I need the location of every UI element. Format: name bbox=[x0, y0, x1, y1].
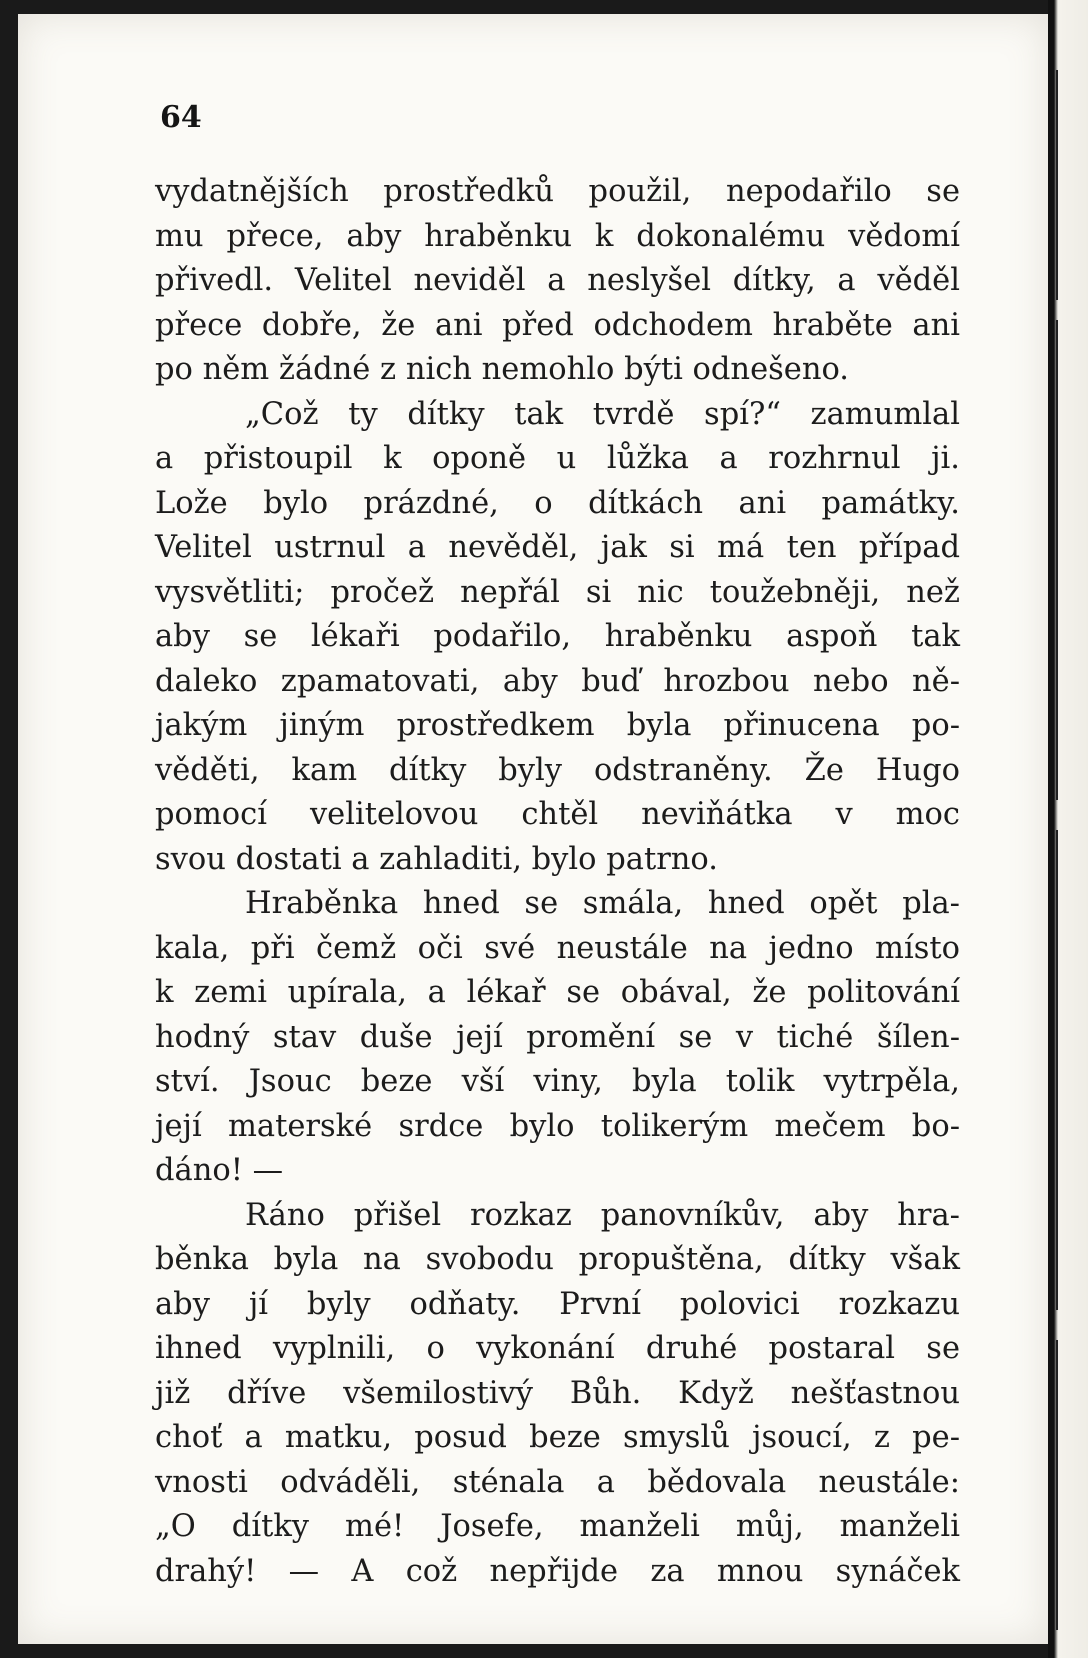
text-line: vydatnějších prostředků použil, nepodařilo se bbox=[155, 174, 960, 209]
text-line: svou dostati a zahladiti, bylo patrno. bbox=[155, 841, 718, 877]
text-line: její materské srdce bylo tolikerým mečem bo- bbox=[155, 1108, 960, 1144]
adjacent-page-edge bbox=[1048, 0, 1088, 1658]
text-line: drahý! — A což nepřijde za mnou synáček bbox=[155, 1553, 960, 1589]
text-line: již dříve všemilostivý Bůh. Když nešťastnou bbox=[155, 1375, 960, 1411]
text-line: k zemi upírala, a lékař se obával, že politování bbox=[155, 975, 960, 1010]
text-line: a přistoupil k oponě u lůžka a rozhrnul ji. bbox=[155, 441, 960, 476]
text-line: běnka byla na svobodu propuštěna, dítky však bbox=[155, 1242, 960, 1277]
text-line: kala, při čemž oči své neustále na jedno místo bbox=[155, 930, 960, 966]
page-edge-line bbox=[1056, 320, 1058, 800]
text-line: ihned vyplnili, o vykonání druhé postaral se bbox=[155, 1331, 960, 1366]
text-line: vysvětliti; pročež nepřál si nic toužebněji, než bbox=[155, 574, 960, 610]
text-line: aby jí byly odňaty. První polovici rozkazu bbox=[155, 1286, 960, 1322]
page-number: 64 bbox=[160, 100, 202, 135]
text-line: pomocí velitelovou chtěl neviňátka v moc bbox=[155, 797, 960, 832]
text-line: přece dobře, že ani před odchodem hraběte ani bbox=[155, 307, 960, 343]
text-line: aby se lékaři podařilo, hraběnku aspoň tak bbox=[155, 619, 960, 654]
text-line: daleko zpamatovati, aby buď hrozbou nebo ně- bbox=[155, 663, 960, 699]
body-text bbox=[155, 170, 960, 1594]
text-line: dáno! — bbox=[155, 1153, 284, 1188]
text-line: hodný stav duše její promění se v tiché šílen- bbox=[155, 1019, 960, 1055]
text-line: „Což ty dítky tak tvrdě spí?“ zamumlal bbox=[245, 396, 960, 432]
page-edge-line bbox=[1056, 830, 1058, 1310]
text-line: po něm žádné z nich nemohlo býti odnešeno. bbox=[155, 352, 849, 387]
text-line: ství. Jsouc beze vší viny, byla tolik vytrpěla, bbox=[155, 1064, 960, 1099]
text-line: choť a matku, posud beze smyslů jsoucí, z pe- bbox=[155, 1420, 960, 1455]
text-line: Velitel ustrnul a nevěděl, jak si má ten případ bbox=[155, 530, 960, 565]
page-edge-line bbox=[1056, 1340, 1058, 1630]
text-line: přivedl. Velitel neviděl a neslyšel dítky, a věděl bbox=[155, 263, 960, 298]
text-line: Hraběnka hned se smála, hned opět pla- bbox=[245, 886, 960, 921]
text-line: věděti, kam dítky byly odstraněny. Že Hugo bbox=[155, 752, 960, 788]
text-line: mu přece, aby hraběnku k dokonalému vědomí bbox=[155, 218, 960, 254]
text-line: Ráno přišel rozkaz panovníkův, aby hra- bbox=[245, 1197, 960, 1233]
page-edge-line bbox=[1056, 70, 1058, 300]
text-line: jakým jiným prostředkem byla přinucena po- bbox=[155, 708, 960, 743]
text-line: Lože bylo prázdné, o dítkách ani památky. bbox=[155, 485, 960, 521]
text-line: vnosti odváděli, sténala a bědovala neustále: bbox=[155, 1464, 960, 1500]
text-line: „O dítky mé! Josefe, manželi můj, manželi bbox=[155, 1509, 960, 1544]
